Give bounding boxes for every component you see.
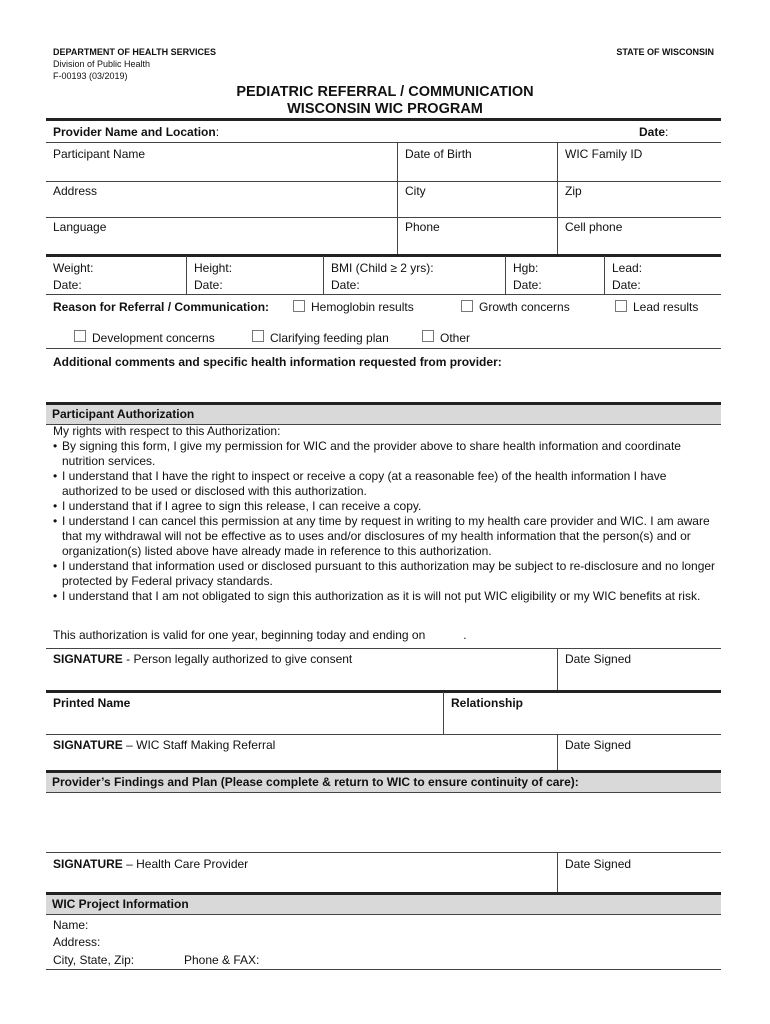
wic-city-state-zip-field[interactable]: City, State, Zip: — [53, 953, 135, 967]
clarifying-feeding-plan-checkbox[interactable] — [252, 330, 264, 342]
wic-family-id-field[interactable]: WIC Family ID — [565, 147, 643, 161]
other-checkbox[interactable] — [422, 330, 434, 342]
hemoglobin-option-label: Hemoglobin results — [311, 300, 414, 314]
lead-results-option-label: Lead results — [633, 300, 699, 314]
state-name: STATE OF WISCONSIN — [616, 47, 714, 57]
growth-concerns-checkbox[interactable] — [461, 300, 473, 312]
development-concerns-checkbox[interactable] — [74, 330, 86, 342]
date-of-birth-field[interactable]: Date of Birth — [405, 147, 472, 161]
department-name: DEPARTMENT OF HEALTH SERVICES — [53, 47, 217, 57]
provider-findings-heading: Provider’s Findings and Plan (Please complete & return to WIC to ensure continuity of care): — [46, 770, 721, 793]
lead-field[interactable]: Lead: — [612, 261, 643, 275]
zip-field[interactable]: Zip — [565, 184, 582, 198]
hgb-field[interactable]: Hgb: — [513, 261, 539, 275]
development-concerns-option-label: Development concerns — [92, 331, 215, 345]
height-field[interactable]: Height: — [194, 261, 233, 275]
authorization-bullet: • I understand that if I agree to sign this release, I can receive a copy. — [53, 499, 718, 514]
authorization-bullet: • I understand that information used or disclosed pursuant to this authorization may be subject to re-disclosure and no longer protected by Federal privacy standards. — [53, 559, 718, 589]
clarifying-feeding-plan-option-label: Clarifying feeding plan — [270, 331, 389, 345]
additional-comments-label: Additional comments and specific health information requested from provider: — [53, 355, 502, 369]
growth-concerns-option-label: Growth concerns — [479, 300, 570, 314]
provider-signature-field[interactable]: SIGNATURE – Health Care Provider — [53, 857, 249, 871]
weight-date-field[interactable]: Date: — [53, 278, 82, 292]
authorization-text — [53, 424, 718, 604]
division-name: Division of Public Health — [53, 59, 151, 69]
other-option-label: Other — [440, 331, 471, 345]
provider-findings-input[interactable] — [50, 795, 718, 850]
authorization-bullet: • I understand that I have the right to inspect or receive a copy (at a reasonable fee) of the health information I have authorized to be used or disclosed with this authorization. — [53, 469, 718, 499]
form-number: F-00193 (03/2019) — [53, 71, 128, 81]
wic-name-field[interactable]: Name: — [53, 918, 89, 932]
printed-name-field[interactable]: Printed Name — [53, 696, 131, 710]
referral-reason-label: Reason for Referral / Communication: — [53, 300, 270, 314]
cell-phone-field[interactable]: Cell phone — [565, 220, 623, 234]
bmi-field[interactable]: BMI (Child ≥ 2 yrs): — [331, 261, 434, 275]
staff-date-signed-field[interactable]: Date Signed — [565, 738, 632, 752]
participant-name-field[interactable]: Participant Name — [53, 147, 146, 161]
lead-results-checkbox[interactable] — [615, 300, 627, 312]
authorization-bullet: • By signing this form, I give my permission for WIC and the provider above to share health information and coordinate nutrition services. — [53, 439, 718, 469]
city-field[interactable]: City — [405, 184, 426, 198]
form-subtitle: WISCONSIN WIC PROGRAM — [287, 101, 483, 117]
form-title: PEDIATRIC REFERRAL / COMMUNICATION — [236, 84, 534, 100]
relationship-field[interactable]: Relationship — [451, 696, 524, 710]
hemoglobin-checkbox[interactable] — [293, 300, 305, 312]
authorization-validity: This authorization is valid for one year, beginning today and ending on . — [53, 628, 467, 642]
additional-comments-input[interactable] — [50, 372, 718, 402]
address-field[interactable]: Address — [53, 184, 98, 198]
wic-project-heading: WIC Project Information — [46, 892, 721, 915]
wic-phone-fax-field[interactable]: Phone & FAX: — [184, 953, 260, 967]
authorization-intro: My rights with respect to this Authorization: — [53, 424, 281, 438]
authorization-bullet: • I understand that I am not obligated to sign this authorization as it is will not put WIC eligibility or my WIC benefits at risk. — [53, 589, 718, 604]
staff-signature-field[interactable]: SIGNATURE – WIC Staff Making Referral — [53, 738, 276, 752]
height-date-field[interactable]: Date: — [194, 278, 223, 292]
phone-field[interactable]: Phone — [405, 220, 440, 234]
provider-date-label: Date: — [639, 125, 669, 139]
authorization-bullet: • I understand I can cancel this permission at any time by request in writing to my health care provider and WIC. I am aware that my withdrawal will not be effective as to uses and/or disclosures of my health information that the person(s) and or organization(s) listed above have already made in reference to this authorization. — [53, 514, 718, 559]
provider-date-signed-field[interactable]: Date Signed — [565, 857, 632, 871]
consent-date-signed-field[interactable]: Date Signed — [565, 652, 632, 666]
lead-date-field[interactable]: Date: — [612, 278, 641, 292]
hgb-date-field[interactable]: Date: — [513, 278, 542, 292]
provider-name-label: Provider Name and Location: — [53, 125, 220, 139]
consent-signature-field[interactable]: SIGNATURE - Person legally authorized to give consent — [53, 652, 353, 666]
bmi-date-field[interactable]: Date: — [331, 278, 360, 292]
wic-address-field[interactable]: Address: — [53, 935, 101, 949]
weight-field[interactable]: Weight: — [53, 261, 94, 275]
participant-authorization-heading: Participant Authorization — [46, 402, 721, 425]
language-field[interactable]: Language — [53, 220, 107, 234]
